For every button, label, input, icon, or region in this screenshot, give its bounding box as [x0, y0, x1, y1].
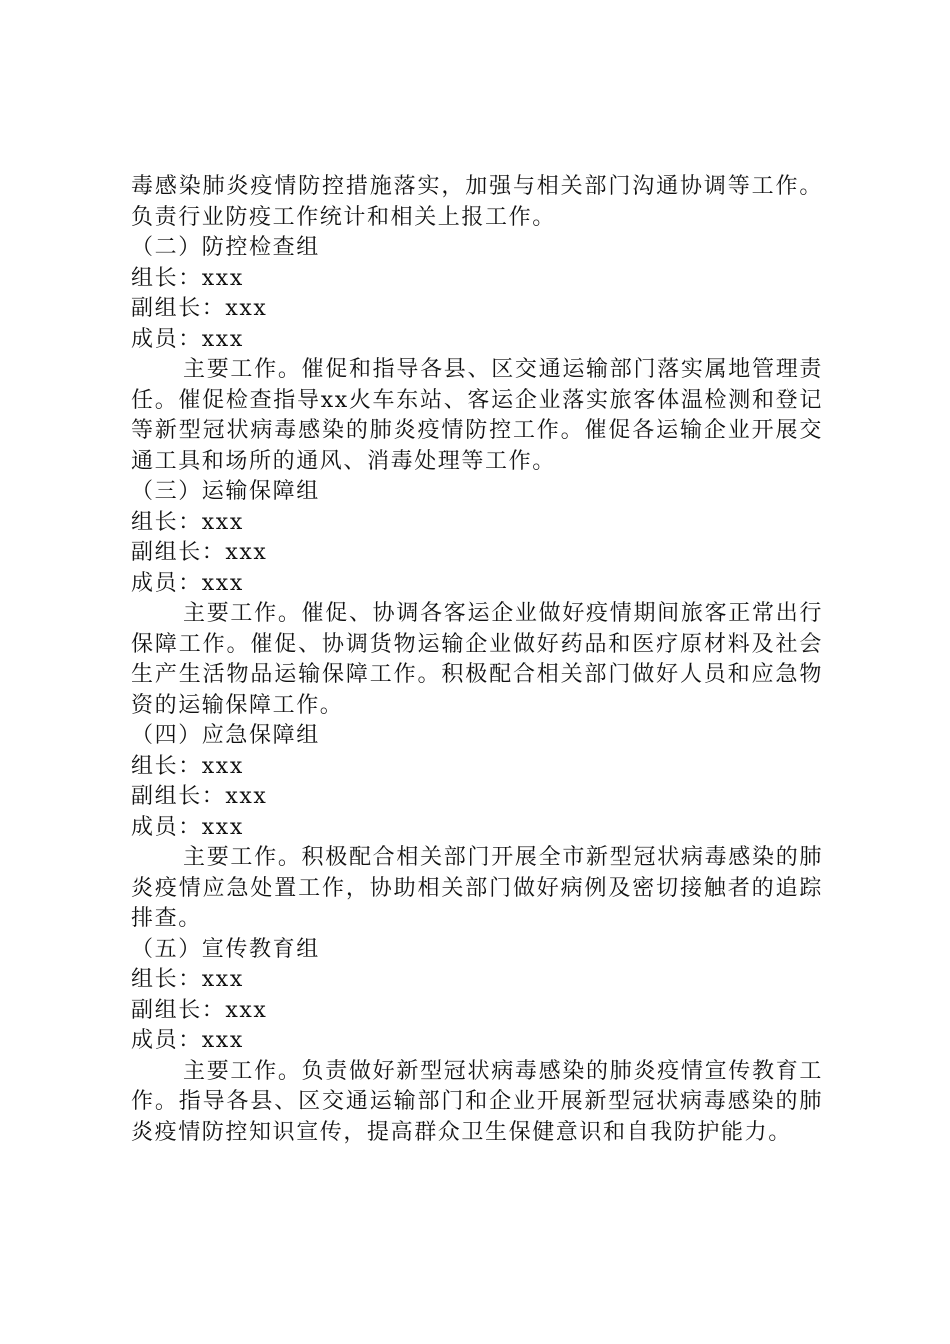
group-deputy: 副组长：xxx	[131, 784, 268, 809]
group-duty: 主要工作。负责做好新型冠状病毒感染的肺炎疫情宣传教育工作。指导各县、区交通运输部门和企业开展新型冠状病毒感染的肺炎疫情防控知识宣传，提高群众卫生保健意识和自我防护能力。	[131, 1058, 823, 1145]
group-section-transport	[131, 477, 823, 721]
group-members: 成员：xxx	[131, 1028, 244, 1053]
group-title: （四）应急保障组	[131, 723, 320, 748]
group-title: （五）宣传教育组	[131, 936, 320, 962]
intro-paragraph: 毒感染肺炎疫情防控措施落实，加强与相关部门沟通协调等工作。负责行业防疫工作统计和相关上报工作。	[131, 174, 823, 230]
group-members: 成员：xxx	[131, 814, 244, 840]
group-duty: 主要工作。积极配合相关部门开展全市新型冠状病毒感染的肺炎疫情应急处置工作，协助相关部门做好病例及密切接触者的追踪排查。	[131, 845, 823, 931]
group-leader: 组长：xxx	[131, 753, 244, 779]
group-duty: 主要工作。催促和指导各县、区交通运输部门落实属地管理责任。催促检查指导xx火车东站、客运企业落实旅客体温检测和登记等新型冠状病毒感染的肺炎疫情防控工作。催促各运输企业开展交通工具和场所的通风、消毒处理等工作。	[131, 357, 823, 474]
group-members: 成员：xxx	[131, 326, 244, 352]
document-body	[131, 172, 823, 1148]
group-deputy: 副组长：xxx	[131, 540, 268, 565]
group-section-publicity	[131, 935, 823, 1149]
group-duty: 主要工作。催促、协调各客运企业做好疫情期间旅客正常出行保障工作。催促、协调货物运输企业做好药品和医疗原材料及社会生产生活物品运输保障工作。积极配合相关部门做好人员和应急物资的运输保障工作。	[131, 601, 823, 718]
group-leader: 组长：xxx	[131, 967, 244, 992]
group-members: 成员：xxx	[131, 570, 244, 596]
group-leader: 组长：xxx	[131, 509, 244, 535]
group-leader: 组长：xxx	[131, 265, 244, 291]
group-section-inspection	[131, 233, 823, 477]
group-title: （二）防控检查组	[131, 235, 320, 260]
group-deputy: 副组长：xxx	[131, 296, 268, 321]
group-section-emergency	[131, 721, 823, 935]
group-deputy: 副组长：xxx	[131, 997, 268, 1023]
group-title: （三）运输保障组	[131, 479, 320, 504]
